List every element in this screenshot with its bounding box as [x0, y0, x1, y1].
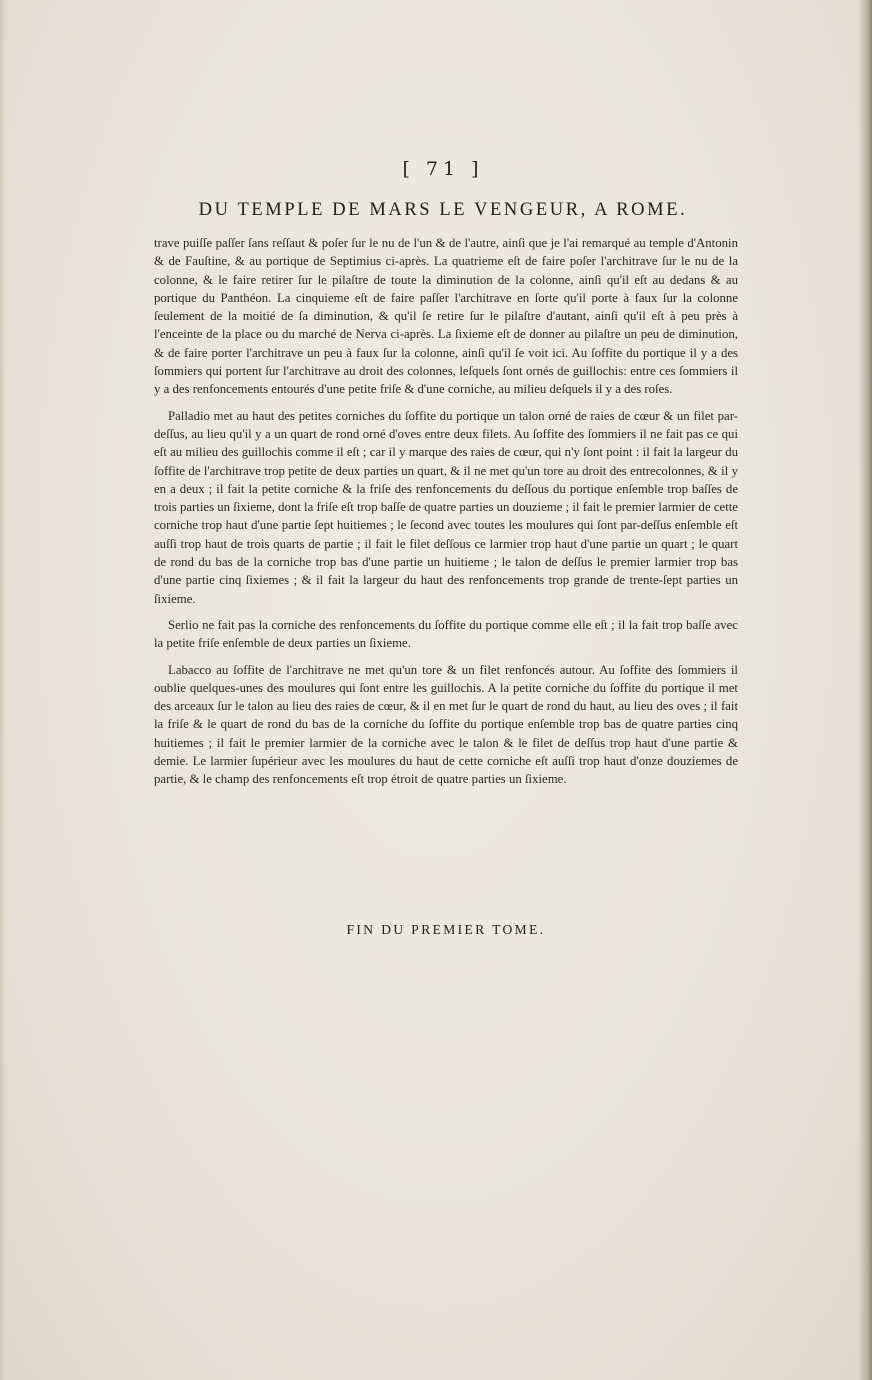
closing-line: FIN DU PREMIER TOME. — [346, 922, 546, 937]
chapter-title: DU TEMPLE DE MARS LE VENGEUR, A ROME. — [198, 200, 688, 220]
body-text — [154, 234, 738, 797]
paragraph-palladio: Palladio met au haut des petites corniches du ſoffite du portique un talon orné de raies de cœur & un filet par-deſſus, au lieu qu'il y a un quart de rond orné d'oves entre deux filets. Au ſoffite des ſommiers il ne fait pas ce qui eſt au milieu des guillochis comme il eſt ; car il y marque des raies de cœur, qui n'y ſont point : il fait la largeur du ſoffite de l'architrave trop petite de deux parties un quart, & il ne met qu'un tore au droit des entrecolonnes, & il y en a deux ; il fait la petite corniche & la friſe des renfoncements du deſſous du portique enſemble trop baſſes de trois parties un ſixieme, dont la friſe eſt trop baſſe de quatre parties un douzieme ; il fait le premier larmier de cette corniche trop haut d'une partie ſept huitiemes ; le ſecond avec toutes les moulures qui ſont par-deſſus enſemble eſt auſſi trop haut de trois quarts de partie ; il fait le filet deſſous ce larmier trop haut d'une partie un quart ; le quart de rond du bas de la corniche trop bas d'une partie un huitieme ; le talon de deſſus le premier larmier trop bas d'une partie cinq ſixiemes ; & il fait la largeur du haut des renfoncements trop grande de trente-ſept parties un ſixieme. — [154, 408, 738, 606]
paragraph-labacco: Labacco au ſoffite de l'architrave ne met qu'un tore & un filet renfoncés autour. Au ſoffite des ſommiers il oublie quelques-unes des moulures qui ſont entre les guillochis. A la petite corniche du ſoffite du portique il met des arceaux ſur le talon au lieu des raies de cœur, & il en met ſur le quart de rond du haut, au lieu des oves ; il fait la friſe & le quart de rond du bas de la corniche du ſoffite du portique enſemble trop bas de quatre parties cinq huitiemes ; il fait le premier larmier de la corniche avec le talon & le filet de deſſus trop haut d'une partie & demie. Le larmier ſupérieur avec les moulures du haut de cette corniche eſt auſſi trop haut d'onze douziemes de partie, & le champ des renfoncements eſt trop étroit de quatre parties un ſixieme. — [154, 662, 738, 787]
paragraph-serlio: Serlio ne fait pas la corniche des renfoncements du ſoffite du portique comme elle eſt ; il la fait trop baſſe avec la petite friſe enſemble de deux parties un ſixieme. — [154, 617, 738, 651]
paragraph-architrave: trave puiſſe paſſer ſans reſſaut & poſer ſur le nu de l'un & de l'autre, ainſi que je l'ai remarqué au temple d'Antonin & de Fauſtine, & au portique de Septimius ci-après. La quatrieme eſt de faire poſer l'architrave ſur le nu de la colonne, & le faire retirer ſur le pilaſtre de toute la diminution de la colonne, ainſi qu'il eſt au dedans & au portique du Panthéon. La cinquieme eſt de faire paſſer l'architrave en ſorte qu'il porte à faux ſur la colonne ſeulement de la moitié de ſa diminution, & qu'il ſe retire ſur le pilaſtre d'autant, ainſi qu'il eſt à peu près à l'enceinte de la place ou du marché de Nerva ci-après. La ſixieme eſt de donner au pilaſtre un peu de diminution, & de faire porter l'architrave un peu à faux ſur la colonne, ainſi qu'il ſe voit ici. Au ſoffite du portique il y a des ſommiers qui portent ſur l'architrave au droit des colonnes, leſquels ſont ornés de guillochis: entre ces ſommiers il y a des renfoncements entourés d'une petite friſe & d'une corniche, au milieu deſquels il y a des roſes. — [154, 236, 738, 397]
page-number: [ 71 ] — [402, 158, 484, 180]
